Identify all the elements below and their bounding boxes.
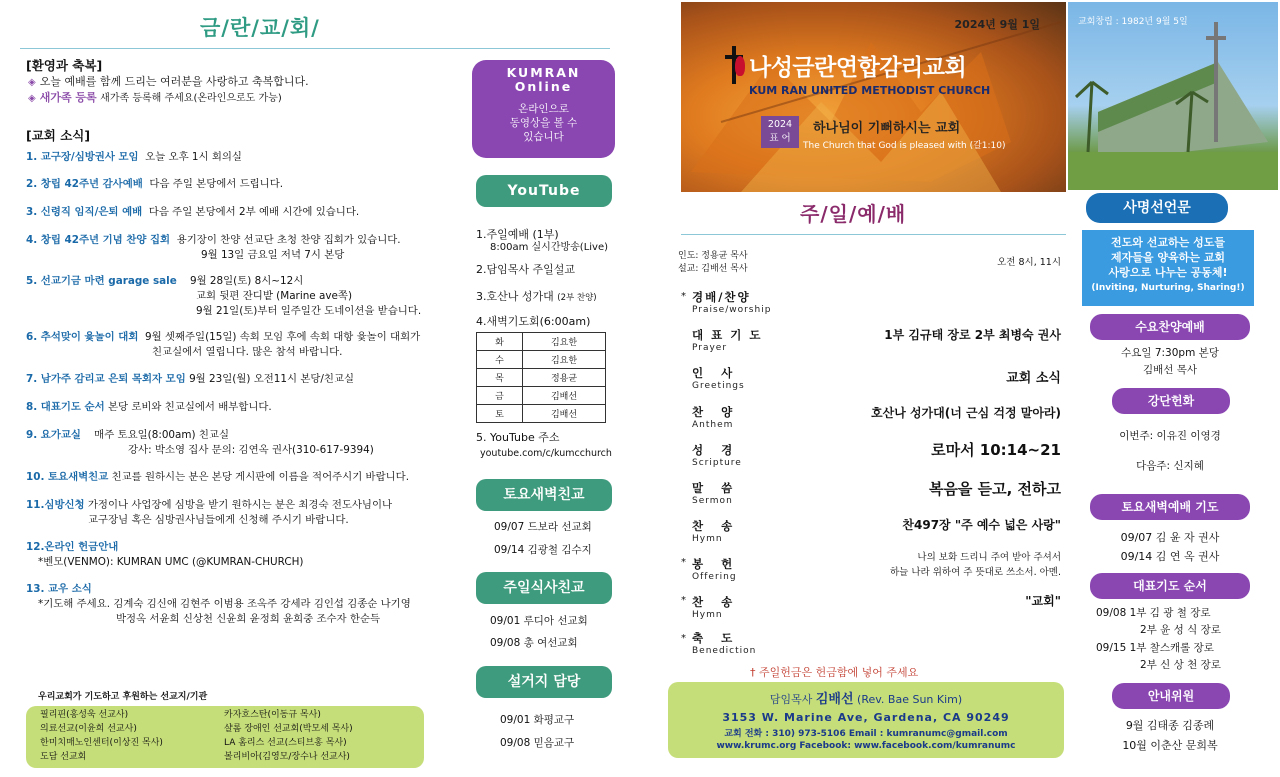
mission-text: 전도와 선교하는 성도들 제자들을 양육하는 교회 사랑으로 나누는 공동체! (1108, 236, 1228, 279)
wednesday-pill: 수요찬양예배 (1090, 314, 1250, 340)
star-mark: * (681, 557, 686, 568)
welcome-header: [환영과 축복] (26, 58, 103, 73)
church-photo (1068, 2, 1278, 190)
news-item: 7. 남가주 감리교 은퇴 목회자 모임 9월 23일(월) 오전11시 본당/친교실 (26, 373, 355, 385)
scripture-value: 로마서 10:14~21 (931, 441, 1061, 459)
news-item: 12.온라인 헌금안내 *벤모(VENMO): KUMRAN UMC (@KUMRAN-CHURCH) (26, 541, 304, 568)
year-tag: 2024 표 어 (761, 116, 799, 148)
lunch-item: 09/08 총 여선교회 (490, 637, 578, 649)
church-web: www.krumc.org Facebook: www.facebook.com/kumranumc (716, 741, 1016, 751)
mission-item: 한미치매노인센터(이상진 목사) (40, 738, 163, 748)
founded-date: 교회창립 : 1982년 9월 5일 (1078, 17, 1188, 27)
order-item: 말씀 Sermon (692, 481, 751, 506)
order-item: 찬송 Hymn (692, 519, 751, 544)
newfam-text: 새가족 등록해 주세요(온라인으로도 가능) (100, 93, 282, 104)
order-item: 찬송 Hymn (692, 595, 751, 620)
flower-next-week: 다음주: 신지혜 (1136, 460, 1204, 472)
church-name-kr: 나성금란연합감리교회 (749, 55, 967, 81)
news-item: 8. 대표기도 순서 본당 로비와 친교실에서 배부합니다. (26, 401, 272, 413)
pastor-line: 담임목사 김배선 (Rev. Bae Sun Kim) (769, 692, 963, 707)
cross-flame-logo (725, 46, 743, 84)
usher-pill: 안내위원 (1112, 683, 1230, 709)
flower-pill: 강단헌화 (1112, 388, 1230, 414)
sat-item: 09/14 김광철 김수지 (494, 544, 592, 556)
worship-rule (681, 234, 1066, 235)
dish-item: 09/08 믿음교구 (500, 737, 575, 749)
news-item: 11.심방신청 가정이나 사업장에 심방을 받기 원하시는 분은 최경숙 전도사님이나 교구장님 혹은 심방권사님들에게 신청해 주시기 바랍니다. (26, 499, 393, 526)
online-text: 온라인으로 동영상을 볼 수 있습니다 (509, 103, 578, 143)
order-value: 찬497장 "주 예수 넓은 사랑" (902, 518, 1061, 532)
worship-preacher: 설교: 김배선 목사 (678, 264, 748, 274)
table-row: 목 정용균 (477, 369, 606, 387)
rep-item: 2부 신 상 천 장로 (1140, 659, 1221, 671)
usher-item: 9월 김태종 김종례 (1125, 719, 1215, 732)
yt5: 5. YouTube 주소 (476, 431, 560, 444)
table-row: 금 김배선 (477, 387, 606, 405)
mission-item: 샬롬 장애인 선교회(박모세 목사) (224, 724, 353, 734)
order-item: 성경 Scripture (692, 443, 751, 468)
yt1b: 8:00am 실시간방송(Live) (490, 242, 609, 253)
news-item: 5. 선교기금 마련 garage sale 9월 28일(토) 8시~12시 교회 뒷편 잔디밭 (Marine ave쪽) 9월 21일(토)부터 일주일간 도네이션을 받습니다. (26, 275, 422, 317)
mission-item: 볼리비아(김영모/장수나 선교사) (224, 752, 350, 762)
star-mark: * (681, 595, 686, 606)
yt1: 1.주일예배 (1부) (476, 228, 559, 241)
rep-item: 2부 윤 성 식 장로 (1140, 624, 1221, 636)
offering-note: † 주일헌금은 헌금함에 넣어 주세요 (750, 666, 919, 679)
star-mark: * (681, 633, 686, 644)
contact-box (668, 682, 1064, 758)
offering-value: 나의 보화 드리니 주여 받아 주셔서 하늘 나라 위하여 주 뜻대로 쓰소서. 아멘. (890, 552, 1061, 578)
dish-item: 09/01 화평교구 (500, 714, 575, 726)
news-item: 1. 교구장/심방권사 모임 오늘 오후 1시 회의실 (26, 151, 242, 163)
lunch-pill: 주일식사친교 (476, 572, 612, 604)
order-item: 경배/찬양 Praise/worship (692, 290, 772, 315)
diamond-icon: ◈ (28, 77, 36, 88)
order-item: 찬양 Anthem (692, 405, 751, 430)
news-item: 4. 창립 42주년 기념 찬양 집회 용기장이 찬양 선교단 초청 찬양 집회가 있습니다. 9월 13일 금요일 저녁 7시 본당 (26, 234, 401, 261)
rep-item: 09/15 1부 찰스캐롤 장로 (1096, 642, 1214, 654)
missions-box (26, 706, 424, 768)
mission-item: 필리핀(홍성욱 선교사) (40, 710, 129, 720)
newfam-line (28, 90, 282, 106)
mission-box (1082, 230, 1254, 306)
order-item: 인사 Greetings (692, 366, 751, 391)
yt5-url: youtube.com/c/kumcchurch (480, 448, 612, 459)
online-box (472, 60, 615, 158)
bulletin-date: 2024년 9월 1일 (954, 18, 1040, 31)
table-row: 화 김요한 (477, 333, 606, 351)
flower-this-week: 이번주: 이유진 이영경 (1119, 430, 1221, 442)
church-address: 3153 W. Marine Ave, Gardena, CA 90249 (722, 711, 1010, 724)
sat-prayer-pill: 토요새벽예배 기도 (1090, 494, 1250, 520)
table-row: 수 김요한 (477, 351, 606, 369)
yt2: 2.담임목사 주일설교 (476, 263, 575, 276)
motto-en: The Church that God is pleased with (갈1:10) (803, 141, 1006, 151)
sat-item: 09/07 드보라 선교회 (494, 521, 592, 533)
mission-en: (Inviting, Nurturing, Sharing!) (1091, 283, 1245, 293)
star-mark: * (681, 291, 686, 302)
order-item: 축도 Benediction (692, 631, 757, 656)
news-item: 9. 요가교실 매주 토요일(8:00am) 친교실 강사: 박소영 집사 문의: 김연옥 권사(310-617-9394) (26, 429, 374, 456)
order-value: "교회" (1025, 594, 1061, 608)
mission-statement-pill: 사명선언문 (1086, 193, 1228, 223)
dawn-table (476, 332, 606, 423)
sermon-value: 복음을 듣고, 전하고 (928, 480, 1061, 498)
order-value: 호산나 성가대(너 근심 걱정 말아라) (871, 406, 1061, 420)
order-value: 교회 소식 (1006, 371, 1061, 386)
church-name-en: KUM RAN UNITED METHODIST CHURCH (749, 84, 991, 97)
order-item: 봉헌 Offering (692, 557, 751, 582)
worship-times: 오전 8시, 11시 (997, 257, 1061, 268)
mission-item: 의료선교(이윤희 선교사) (40, 724, 137, 734)
lunch-item: 09/01 루디아 선교회 (490, 615, 588, 627)
church-phone-email: 교회 전화 : 310) 973-5106 Email : kumranumc@gmail.com (724, 729, 1008, 739)
news-header: [교회 소식] (26, 128, 91, 143)
mission-item: 도담 선교회 (40, 752, 87, 762)
wednesday-time: 수요일 7:30pm 본당 (1121, 347, 1219, 359)
welcome-text: 오늘 예배를 함께 드리는 여러분을 사랑하고 축복합니다. (39, 75, 309, 88)
news-item: 10. 토요새벽친교 친교를 원하시는 분은 본당 게시판에 이름을 적어주시기 바랍니다. (26, 471, 409, 483)
order-value: 1부 김규태 장로 2부 최병숙 권사 (884, 328, 1061, 342)
worship-leader: 인도: 정용균 목사 (678, 251, 748, 261)
mission-item: 카자흐스탄(이동규 목사) (224, 710, 321, 720)
motto-kr: 하나님이 기뻐하시는 교회 (813, 121, 961, 136)
left-title: 금/란/교/회/ (200, 16, 320, 40)
yt3: 3.호산나 성가대 (2부 찬양) (476, 290, 597, 303)
sat-fellowship-pill: 토요새벽친교 (476, 479, 612, 511)
news-item: 13. 교우 소식 *기도해 주세요. 김계숙 김신애 김현주 이범용 조옥주 강세라 김인섭 김종순 나기영 박정옥 서윤희 신상천 신윤희 윤정희 윤희중 조수자 한순득 (26, 583, 411, 625)
dishes-pill: 설거지 담당 (476, 666, 612, 698)
worship-title: 주/일/예/배 (800, 202, 907, 226)
yt4: 4.새벽기도회(6:00am) (476, 315, 591, 328)
mission-item: LA 홈리스 선교(스티브홍 목사) (224, 738, 347, 748)
newfam-label: 새가족 등록 (39, 91, 97, 104)
usher-item: 10월 이춘산 문희복 (1122, 739, 1218, 752)
sat-prayer-item: 09/14 김 연 옥 권사 (1120, 550, 1220, 563)
news-item: 3. 신령직 임직/은퇴 예배 다음 주일 본당에서 2부 예배 시간에 있습니다. (26, 206, 360, 218)
news-item: 2. 창립 42주년 감사예배 다음 주일 본당에서 드립니다. (26, 178, 284, 190)
diamond-icon: ◈ (28, 93, 36, 104)
rep-prayer-pill: 대표기도 순서 (1090, 573, 1250, 599)
church-building-image (1068, 2, 1278, 190)
online-title: KUMRAN Online (506, 65, 581, 94)
title-rule (20, 48, 610, 49)
banner (681, 2, 1066, 192)
news-item: 6. 추석맞이 윷놀이 대회 9월 셋째주일(15일) 속회 모임 후에 속회 대항 윷놀이 대회가 친교실에서 열립니다. 많은 참석 바랍니다. (26, 331, 421, 358)
welcome-line (28, 74, 309, 90)
wednesday-pastor: 김배선 목사 (1142, 364, 1198, 376)
sat-prayer-item: 09/07 김 윤 자 권사 (1120, 531, 1220, 544)
rep-item: 09/08 1부 김 광 철 장로 (1096, 607, 1211, 619)
order-item: 대표기도 Prayer (692, 328, 769, 353)
youtube-pill: YouTube (476, 175, 612, 207)
table-row: 토 김배선 (477, 405, 606, 423)
missions-title: 우리교회가 기도하고 후원하는 선교지/기관 (38, 692, 208, 702)
